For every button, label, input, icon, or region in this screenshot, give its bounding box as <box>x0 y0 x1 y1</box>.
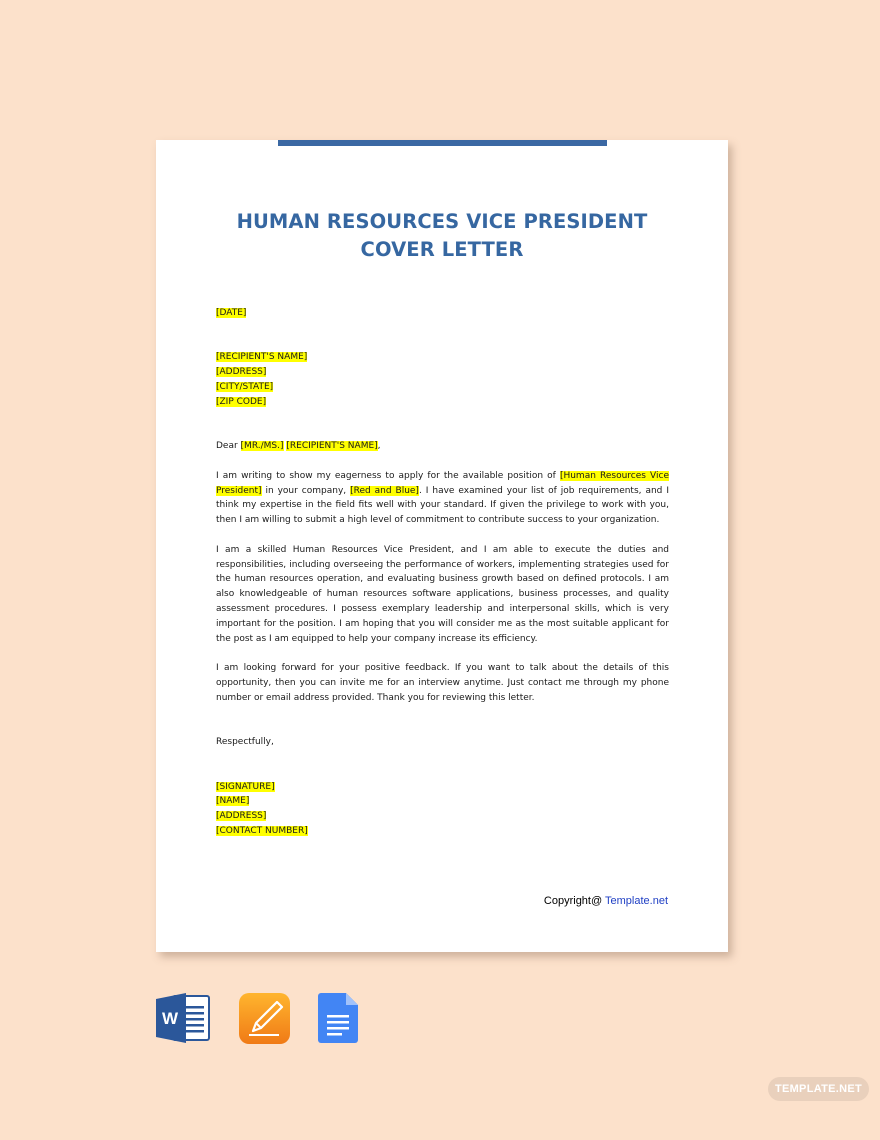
word-icon[interactable] <box>156 993 210 1043</box>
closing: Respectfully, <box>216 737 274 748</box>
google-docs-icon[interactable] <box>318 993 358 1043</box>
recipient-zip-placeholder: [ZIP CODE] <box>216 396 267 407</box>
contact-number-placeholder: [CONTACT NUMBER] <box>216 825 308 836</box>
sender-name-placeholder: [NAME] <box>216 796 250 807</box>
paragraph-2: I am a skilled Human Resources Vice President, and I am able to execute the duties and responsibilities, including overseeing the performance of workers, implementing strategies used for the human resources operation, and evaluating business growth based on defined protocols. I am also knowledgeable of human resources software applications, business processes, and quality assessment procedures. I possess exemplary leadership and interpersonal skills, which is very important for the position. I am hoping that you will consider me as the most suitable applicant for the post as I am equipped to help your company increase its efficiency. <box>216 544 669 644</box>
document-title <box>156 208 728 264</box>
recipient-address-placeholder: [ADDRESS] <box>216 367 267 378</box>
header-accent-bar <box>278 140 607 146</box>
signature-placeholder: [SIGNATURE] <box>216 781 275 792</box>
company-placeholder: [Red and Blue] <box>350 485 419 496</box>
word-letter: W <box>161 1009 179 1028</box>
salutation-name-placeholder: [RECIPIENT'S NAME] <box>286 441 378 452</box>
signature-block <box>216 780 669 839</box>
date-placeholder: [DATE] <box>216 308 247 318</box>
document-page <box>156 140 728 952</box>
letter-body <box>216 306 669 839</box>
pages-icon[interactable] <box>239 993 290 1044</box>
position-placeholder: [Human Resources Vice President] <box>216 470 669 496</box>
recipient-name-placeholder: [RECIPIENT'S NAME] <box>216 352 308 363</box>
template-link[interactable]: Template.net <box>605 895 668 907</box>
paragraph-3: I am looking forward for your positive feedback. If you want to talk about the details of this opportunity, then you can invite me for an interview anytime. Just contact me through my phone number or email address provided. Thank you for reviewing this letter. <box>216 663 669 703</box>
copyright-notice: Copyright@ Template.net <box>543 895 668 907</box>
recipient-block <box>216 350 669 409</box>
title-line-1: HUMAN RESOURCES VICE PRESIDENT <box>236 210 648 233</box>
salutation-title-placeholder: [MR./MS.] <box>240 441 284 452</box>
salutation: Dear [MR./MS.] [RECIPIENT'S NAME], <box>216 441 381 452</box>
recipient-city-placeholder: [CITY/STATE] <box>216 381 274 392</box>
sender-address-placeholder: [ADDRESS] <box>216 811 267 822</box>
paragraph-1: I am writing to show my eagerness to apply for the available position of [Human Resources Vice President] in your company, [Red and Blue]. I have examined your list of job requirements, and I think my expertise in the field fits well with your standard. If given the privilege to work with you, then I am willing to submit a high level of commitment to contribute success to your organization. <box>216 470 669 526</box>
title-line-2: COVER LETTER <box>360 238 524 261</box>
template-net-badge[interactable]: TEMPLATE.NET <box>768 1077 869 1101</box>
